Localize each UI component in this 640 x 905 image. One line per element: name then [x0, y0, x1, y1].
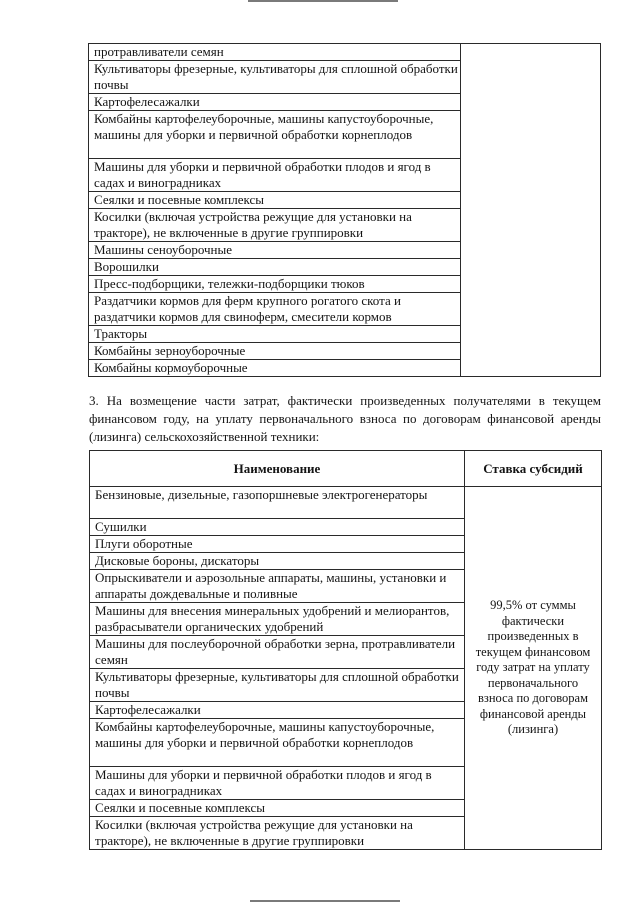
table-cell: Машины для послеуборочной обработки зерна, протравливатели семян	[90, 636, 465, 669]
table-cell: Бензиновые, дизельные, газопоршневые электрогенераторы	[90, 487, 465, 519]
bottom-scan-mark	[250, 900, 400, 902]
table-cell: Картофелесажалки	[89, 94, 461, 111]
table-cell: Комбайны картофелеуборочные, машины капустоуборочные, машины для уборки и первичной обработки корнеплодов	[89, 111, 461, 159]
table-cell: Дисковые бороны, дискаторы	[90, 553, 465, 570]
table-cell: Комбайны картофелеуборочные, машины капустоуборочные, машины для уборки и первичной обработки корнеплодов	[90, 719, 465, 767]
table-cell: Косилки (включая устройства режущие для установки на тракторе), не включенные в другие группировки	[89, 209, 461, 242]
table-row	[90, 487, 602, 519]
rate-cell-continued	[461, 44, 601, 377]
table-cell: Машины для уборки и первичной обработки плодов и ягод в садах и виноградниках	[89, 159, 461, 192]
table-cell: Пресс-подборщики, тележки-подборщики тюков	[89, 276, 461, 293]
table-cell: Машины для внесения минеральных удобрений и мелиорантов, разбрасыватели органических удобрений	[90, 603, 465, 636]
table-cell: Плуги оборотные	[90, 536, 465, 553]
table-cell: Культиваторы фрезерные, культиваторы для сплошной обработки почвы	[90, 669, 465, 702]
table-cell: Картофелесажалки	[90, 702, 465, 719]
subsidy-rate-cell: 99,5% от суммы фактически произведенных в текущем финансовом году затрат на уплату первоначального взноса по договорам финансовой аренды (лизинга)	[465, 487, 602, 850]
table-cell: протравливатели семян	[89, 44, 461, 61]
table-cell: Комбайны зерноуборочные	[89, 343, 461, 360]
table-cell: Комбайны кормоуборочные	[89, 360, 461, 377]
table-cell: Опрыскиватели и аэрозольные аппараты, машины, установки и аппараты дождевальные и поливные	[90, 570, 465, 603]
header-rate: Ставка субсидий	[465, 451, 602, 487]
table-header-row	[90, 451, 602, 487]
table-cell: Машины для уборки и первичной обработки плодов и ягод в садах и виноградниках	[90, 767, 465, 800]
table-cell: Косилки (включая устройства режущие для установки на тракторе), не включенные в другие группировки	[90, 817, 465, 850]
machinery-table-continued	[88, 43, 601, 377]
table-row	[89, 44, 601, 61]
table-cell: Сеялки и посевные комплексы	[90, 800, 465, 817]
table-cell: Культиваторы фрезерные, культиваторы для сплошной обработки почвы	[89, 61, 461, 94]
header-name: Наименование	[90, 451, 465, 487]
table-cell: Раздатчики кормов для ферм крупного рогатого скота и раздатчики кормов для свиноферм, смесители кормов	[89, 293, 461, 326]
table-cell: Ворошилки	[89, 259, 461, 276]
paragraph-3: 3. На возмещение части затрат, фактически произведенных получателями в текущем финансовом году, на уплату первоначального взноса по договорам финансовой аренды (лизинга) сельскохозяйственной техники:	[89, 393, 601, 444]
top-scan-mark	[248, 0, 398, 2]
table-cell: Машины сеноуборочные	[89, 242, 461, 259]
table-cell: Сеялки и посевные комплексы	[89, 192, 461, 209]
table-cell: Тракторы	[89, 326, 461, 343]
leasing-subsidy-table	[89, 450, 602, 850]
table-cell: Сушилки	[90, 519, 465, 536]
